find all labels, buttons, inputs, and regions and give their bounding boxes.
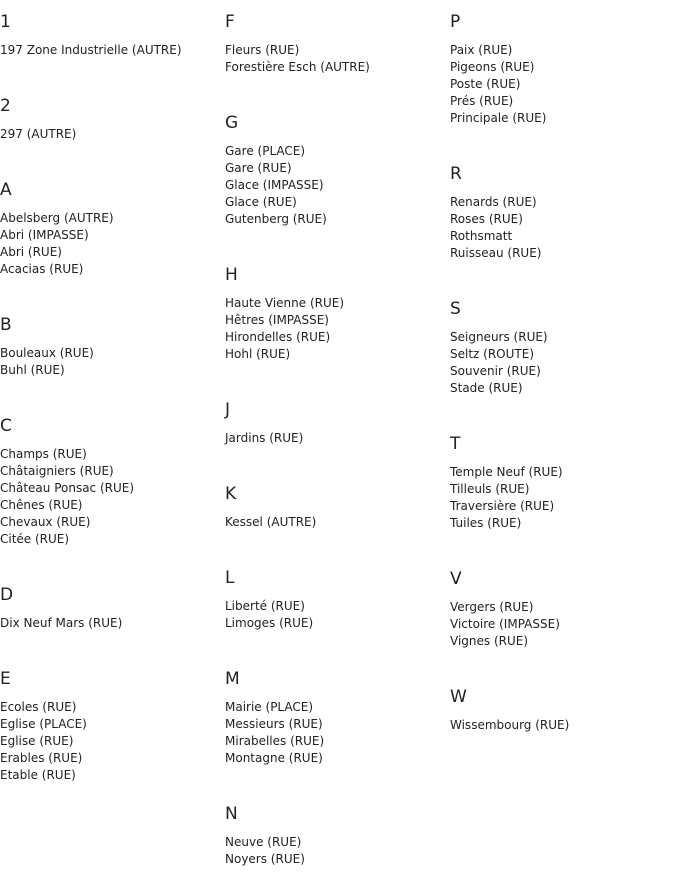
street-list-item [450, 228, 672, 245]
street-list-item [450, 633, 672, 650]
street-list-item [450, 194, 672, 211]
letter-heading: V [450, 569, 462, 589]
street-list-item [0, 716, 222, 733]
group-spacer [0, 59, 222, 84]
street-link[interactable]: Hirondelles (RUE) [225, 330, 331, 344]
street-link[interactable]: Seigneurs (RUE) [450, 330, 548, 344]
street-link[interactable]: Gare (PLACE) [225, 144, 306, 158]
street-link[interactable]: Château Ponsac (RUE) [0, 481, 135, 495]
street-link[interactable]: Champs (RUE) [0, 447, 87, 461]
street-list-item [450, 42, 672, 59]
street-list [450, 599, 672, 650]
street-list-item [450, 481, 672, 498]
letter-heading: W [450, 687, 467, 707]
street-link[interactable]: Ruisseau (RUE) [450, 246, 542, 260]
street-link[interactable]: Pigeons (RUE) [450, 60, 535, 74]
street-index-column-2 [225, 0, 447, 893]
letter-group [450, 299, 672, 422]
letter-group [225, 12, 447, 101]
street-list-item [225, 750, 447, 767]
letter-heading: C [0, 416, 12, 436]
group-spacer [450, 650, 672, 675]
street-list-item [0, 210, 222, 227]
letter-heading: R [450, 164, 462, 184]
letter-heading: H [225, 265, 238, 285]
letter-group [450, 12, 672, 152]
street-link[interactable]: Renards (RUE) [450, 195, 537, 209]
street-link[interactable]: Rothsmatt [450, 229, 513, 243]
group-spacer [450, 734, 672, 759]
street-list-item [0, 446, 222, 463]
group-spacer [225, 447, 447, 472]
street-link[interactable]: Buhl (RUE) [0, 363, 65, 377]
street-link[interactable]: Erables (RUE) [0, 751, 83, 765]
street-link[interactable]: Kessel (AUTRE) [225, 515, 317, 529]
letter-heading: N [225, 804, 238, 824]
letter-group [0, 315, 222, 404]
street-list-item [450, 245, 672, 262]
street-list-item [450, 211, 672, 228]
street-link[interactable]: Glace (RUE) [225, 195, 297, 209]
street-list-item [450, 59, 672, 76]
street-list-item [450, 76, 672, 93]
street-list-item [450, 329, 672, 346]
letter-group [450, 164, 672, 287]
street-list [0, 699, 222, 784]
street-list-item [0, 514, 222, 531]
street-list-item [0, 244, 222, 261]
street-link[interactable]: Chênes (RUE) [0, 498, 83, 512]
street-link[interactable]: Bouleaux (RUE) [0, 346, 94, 360]
letter-group [0, 12, 222, 84]
street-list [225, 699, 447, 767]
street-list-item [450, 464, 672, 481]
street-list-item [0, 362, 222, 379]
street-list [225, 598, 447, 632]
letter-heading: K [225, 484, 237, 504]
street-list [450, 717, 672, 734]
street-list [0, 210, 222, 278]
street-link[interactable]: Gare (RUE) [225, 161, 292, 175]
street-link[interactable]: Tilleuls (RUE) [450, 482, 530, 496]
street-list-item [225, 160, 447, 177]
street-list [225, 143, 447, 228]
letter-heading: F [225, 12, 235, 32]
street-list-item [0, 480, 222, 497]
street-link[interactable]: Noyers (RUE) [225, 852, 305, 866]
street-list-item [450, 346, 672, 363]
street-list [0, 615, 222, 632]
street-list-item [450, 599, 672, 616]
street-list-item [225, 346, 447, 363]
street-list-item [0, 767, 222, 784]
street-list-item [0, 227, 222, 244]
street-link[interactable]: Glace (IMPASSE) [225, 178, 324, 192]
group-spacer [0, 143, 222, 168]
group-spacer [450, 397, 672, 422]
letter-group [225, 113, 447, 253]
street-link[interactable]: Abri (RUE) [0, 245, 62, 259]
street-link[interactable]: Tuiles (RUE) [450, 516, 522, 530]
street-list [225, 295, 447, 363]
letter-group [0, 585, 222, 657]
street-list-item [225, 834, 447, 851]
street-link[interactable]: Roses (RUE) [450, 212, 523, 226]
letter-group [225, 265, 447, 388]
street-list-item [450, 515, 672, 532]
street-list-item [225, 598, 447, 615]
street-list [0, 446, 222, 548]
street-link[interactable]: Fleurs (RUE) [225, 43, 300, 57]
street-link[interactable]: Liberté (RUE) [225, 599, 305, 613]
group-spacer [450, 127, 672, 152]
street-link[interactable]: Neuve (RUE) [225, 835, 302, 849]
letter-heading: P [450, 12, 461, 32]
group-spacer [0, 632, 222, 657]
street-link[interactable]: Haute Vienne (RUE) [225, 296, 345, 310]
street-list-item [225, 42, 447, 59]
letter-heading: E [0, 669, 11, 689]
street-link[interactable]: Eglise (PLACE) [0, 717, 87, 731]
street-link[interactable]: Chevaux (RUE) [0, 515, 91, 529]
group-spacer [450, 532, 672, 557]
street-link[interactable]: 197 Zone Industrielle (AUTRE) [0, 43, 182, 57]
letter-heading: 2 [0, 96, 11, 116]
street-index-column-3 [450, 0, 672, 759]
street-list-item [225, 851, 447, 868]
letter-group [225, 804, 447, 893]
letter-group [450, 687, 672, 759]
street-link[interactable]: Etable (RUE) [0, 768, 76, 782]
street-link[interactable]: Montagne (RUE) [225, 751, 323, 765]
street-link[interactable]: Mairie (PLACE) [225, 700, 314, 714]
street-link[interactable]: Seltz (ROUTE) [450, 347, 534, 361]
street-link[interactable]: Hêtres (IMPASSE) [225, 313, 329, 327]
street-link[interactable]: Citée (RUE) [0, 532, 70, 546]
group-spacer [225, 767, 447, 792]
street-list-item [450, 717, 672, 734]
street-link[interactable]: Forestière Esch (AUTRE) [225, 60, 370, 74]
letter-group [0, 96, 222, 168]
street-link[interactable]: Poste (RUE) [450, 77, 521, 91]
street-list-item [225, 430, 447, 447]
street-list [450, 194, 672, 262]
letter-group [0, 180, 222, 303]
street-link[interactable]: Hohl (RUE) [225, 347, 291, 361]
street-list-item [450, 110, 672, 127]
street-list-item [0, 733, 222, 750]
street-link[interactable]: Vignes (RUE) [450, 634, 529, 648]
street-link[interactable]: Dix Neuf Mars (RUE) [0, 616, 123, 630]
street-list-item [225, 143, 447, 160]
street-list-item [0, 463, 222, 480]
street-list-item [225, 177, 447, 194]
group-spacer [0, 379, 222, 404]
street-list-item [0, 699, 222, 716]
letter-group [0, 669, 222, 809]
letter-heading: G [225, 113, 239, 133]
group-spacer [225, 76, 447, 101]
street-list [225, 834, 447, 868]
street-list-item [225, 312, 447, 329]
street-list-item [0, 615, 222, 632]
street-link[interactable]: Abelsberg (AUTRE) [0, 211, 114, 225]
letter-group [450, 434, 672, 557]
street-list-item [450, 380, 672, 397]
street-list-item [225, 194, 447, 211]
street-list-item [225, 716, 447, 733]
street-list-item [0, 126, 222, 143]
street-link[interactable]: Traversière (RUE) [450, 499, 555, 513]
street-link[interactable]: Prés (RUE) [450, 94, 514, 108]
street-list [225, 42, 447, 76]
street-link[interactable]: Acacias (RUE) [0, 262, 84, 276]
street-link[interactable]: Châtaigniers (RUE) [0, 464, 114, 478]
street-link[interactable]: Principale (RUE) [450, 111, 547, 125]
group-spacer [0, 548, 222, 573]
street-list-item [225, 329, 447, 346]
street-link[interactable]: Paix (RUE) [450, 43, 513, 57]
letter-group [225, 669, 447, 792]
street-link[interactable]: Mirabelles (RUE) [225, 734, 325, 748]
group-spacer [0, 784, 222, 809]
letter-group [0, 416, 222, 573]
group-spacer [225, 531, 447, 556]
street-list-item [225, 699, 447, 716]
street-list [0, 42, 222, 59]
street-link[interactable]: Temple Neuf (RUE) [450, 465, 563, 479]
street-list [225, 430, 447, 447]
street-list [450, 42, 672, 127]
street-link[interactable]: 297 (AUTRE) [0, 127, 77, 141]
street-list-item [450, 363, 672, 380]
letter-heading: S [450, 299, 461, 319]
letter-group [225, 568, 447, 657]
street-list [0, 345, 222, 379]
street-link[interactable]: Vergers (RUE) [450, 600, 534, 614]
street-link[interactable]: Wissembourg (RUE) [450, 718, 570, 732]
street-index-column-1 [0, 0, 222, 809]
street-list [0, 126, 222, 143]
street-list-item [0, 497, 222, 514]
street-link[interactable]: Gutenberg (RUE) [225, 212, 327, 226]
group-spacer [225, 363, 447, 388]
street-list [450, 329, 672, 397]
street-link[interactable]: Abri (IMPASSE) [0, 228, 89, 242]
street-link[interactable]: Stade (RUE) [450, 381, 523, 395]
street-list [450, 464, 672, 532]
letter-heading: A [0, 180, 12, 200]
letter-heading: B [0, 315, 12, 335]
letter-heading: M [225, 669, 240, 689]
group-spacer [225, 228, 447, 253]
street-link[interactable]: Ecoles (RUE) [0, 700, 77, 714]
letter-heading: 1 [0, 12, 11, 32]
street-list-item [0, 345, 222, 362]
street-link[interactable]: Souvenir (RUE) [450, 364, 541, 378]
street-list [225, 514, 447, 531]
letter-heading: D [0, 585, 14, 605]
group-spacer [225, 868, 447, 893]
group-spacer [0, 278, 222, 303]
street-list-item [450, 93, 672, 110]
street-list-item [225, 514, 447, 531]
street-list-item [0, 750, 222, 767]
group-spacer [225, 632, 447, 657]
letter-group [225, 400, 447, 472]
street-list-item [225, 733, 447, 750]
street-list-item [225, 615, 447, 632]
street-link[interactable]: Eglise (RUE) [0, 734, 74, 748]
street-link[interactable]: Jardins (RUE) [225, 431, 304, 445]
group-spacer [450, 262, 672, 287]
street-list-item [0, 531, 222, 548]
street-list-item [0, 42, 222, 59]
letter-heading: J [225, 400, 231, 420]
letter-heading: L [225, 568, 235, 588]
letter-group [225, 484, 447, 556]
street-list-item [225, 295, 447, 312]
letter-group [450, 569, 672, 675]
street-list-item [450, 498, 672, 515]
street-link[interactable]: Limoges (RUE) [225, 616, 314, 630]
street-link[interactable]: Victoire (IMPASSE) [450, 617, 560, 631]
letter-heading: T [450, 434, 461, 454]
street-list-item [225, 59, 447, 76]
street-list-item [0, 261, 222, 278]
street-link[interactable]: Messieurs (RUE) [225, 717, 323, 731]
street-list-item [225, 211, 447, 228]
street-list-item [450, 616, 672, 633]
